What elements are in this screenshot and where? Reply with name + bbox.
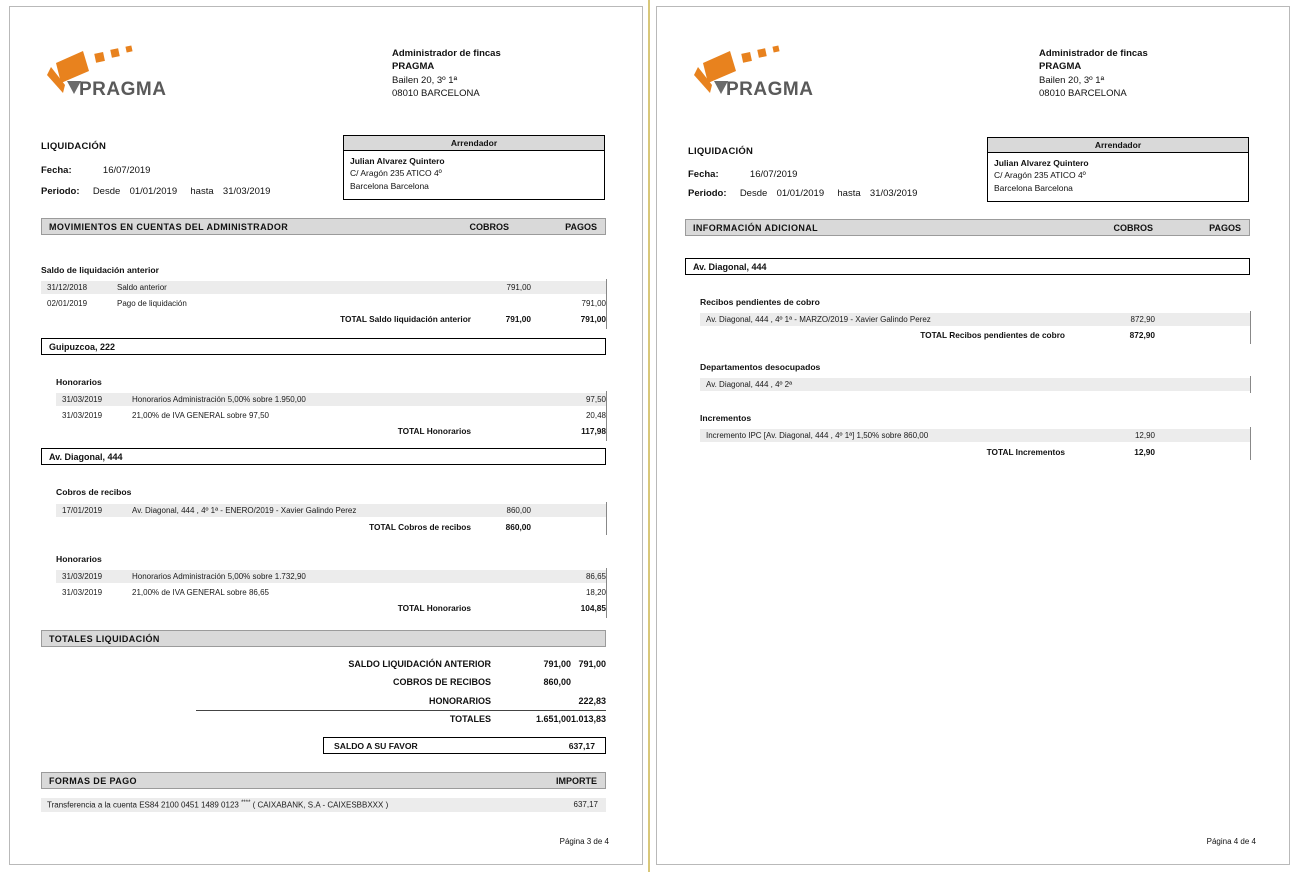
desde-label: Desde	[739, 188, 768, 199]
property-bar-guipuzcoa	[41, 338, 606, 355]
row-cobros: 860,00	[506, 506, 531, 515]
arrendador-name: Julian Alvarez Quintero	[994, 158, 1089, 168]
totals-v2: 1.013,83	[570, 714, 606, 724]
arrendador-body	[344, 151, 604, 199]
saldo-favor-box	[323, 737, 606, 754]
hasta-label: hasta	[190, 186, 214, 197]
saldo-favor-value: 637,17	[568, 741, 595, 751]
property-bar-diagonal	[41, 448, 606, 465]
total-cobros: 12,90	[1134, 447, 1155, 457]
document-page-4	[650, 0, 1299, 872]
col-pagos: PAGOS	[1209, 223, 1241, 233]
company-line-1: Administrador de fincas	[392, 48, 501, 59]
table-row	[41, 281, 606, 294]
property-bar-diagonal	[685, 258, 1250, 275]
group-total-recibos	[700, 329, 1250, 342]
payment-desc-pre: Transferencia a la cuenta ES84 2100 0451 1489 0123	[47, 800, 242, 810]
page-number: Página 3 de 4	[559, 837, 609, 846]
total-pagos: 117,98	[581, 426, 606, 436]
table-row	[700, 313, 1250, 326]
section-title: FORMAS DE PAGO	[49, 776, 137, 786]
table-row	[700, 429, 1250, 442]
totals-label: HONORARIOS	[428, 696, 491, 706]
table-row	[56, 586, 606, 599]
section-title: TOTALES LIQUIDACIÓN	[49, 634, 160, 644]
row-pagos: 791,00	[581, 299, 606, 308]
svg-text:PRAGMA: PRAGMA	[79, 79, 167, 100]
column-rule	[606, 279, 607, 329]
section-band-totales	[41, 630, 606, 647]
table-row	[56, 570, 606, 583]
group-title-honorarios-1: Honorarios	[56, 377, 102, 387]
totals-v2: 222,83	[578, 696, 606, 706]
row-cobros: 791,00	[506, 283, 531, 292]
row-date: 31/03/2019	[62, 411, 103, 420]
saldo-favor-label: SALDO A SU FAVOR	[334, 741, 418, 751]
group-title-departamentos: Departamentos desocupados	[700, 362, 821, 372]
group-title-honorarios-2: Honorarios	[56, 554, 102, 564]
row-date: 31/03/2019	[62, 395, 103, 404]
arrendador-box	[343, 135, 605, 200]
column-rule	[1250, 427, 1251, 460]
group-total-honorarios-2	[56, 602, 606, 615]
totals-label: TOTALES	[449, 714, 491, 724]
property-name: Guipuzcoa, 222	[49, 342, 116, 352]
group-title-saldo: Saldo de liquidación anterior	[41, 265, 159, 275]
row-date: 31/03/2019	[62, 572, 103, 581]
table-row	[41, 297, 606, 310]
fecha-row	[688, 169, 797, 180]
company-address	[392, 47, 622, 101]
arrendador-address: C/ Aragón 235 ATICO 4º	[350, 168, 442, 179]
payment-value: 637,17	[573, 800, 598, 809]
arrendador-city: Barcelona Barcelona	[350, 180, 429, 191]
totals-label: SALDO LIQUIDACIÓN ANTERIOR	[348, 659, 491, 669]
row-desc: 21,00% de IVA GENERAL sobre 86,65	[132, 588, 269, 597]
totals-v1: 791,00	[543, 659, 571, 669]
group-total-honorarios-1	[56, 425, 606, 438]
group-title-cobros: Cobros de recibos	[56, 487, 132, 497]
row-desc: Av. Diagonal, 444 , 4º 1ª - MARZO/2019 - Xavier Galindo Perez	[706, 315, 931, 324]
row-pagos: 20,48	[585, 411, 606, 420]
total-cobros: 860,00	[505, 522, 531, 532]
total-pagos: 791,00	[580, 314, 606, 324]
periodo-label: Periodo:	[688, 188, 727, 199]
total-pagos: 104,85	[580, 603, 606, 613]
totals-row-grand	[41, 714, 606, 728]
totals-row	[41, 696, 606, 710]
col-pagos: PAGOS	[565, 222, 597, 232]
table-row	[700, 378, 1250, 391]
row-date: 02/01/2019	[47, 299, 88, 308]
fecha-label: Fecha:	[688, 169, 719, 180]
row-cobros: 12,90	[1134, 431, 1155, 440]
hasta-value: 31/03/2019	[869, 188, 918, 199]
property-name: Av. Diagonal, 444	[49, 452, 123, 462]
row-desc: Av. Diagonal, 444 , 4º 1ª - ENERO/2019 - Xavier Galindo Perez	[132, 506, 357, 515]
row-desc: Pago de liquidación	[117, 299, 187, 308]
company-line-1: Administrador de fincas	[1039, 48, 1148, 59]
periodo-row	[688, 188, 917, 199]
total-label: TOTAL Honorarios	[397, 603, 471, 613]
total-label: TOTAL Saldo liquidación anterior	[340, 314, 471, 324]
company-line-3: Bailen 20, 3º 1ª	[392, 74, 458, 86]
section-title: INFORMACIÓN ADICIONAL	[693, 223, 819, 233]
group-total-incrementos	[700, 446, 1250, 459]
section-band-movimientos	[41, 218, 606, 235]
row-desc: Honorarios Administración 5,00% sobre 1.732,90	[132, 572, 306, 581]
totals-row	[41, 659, 606, 673]
column-rule	[606, 391, 607, 441]
page-sheet	[9, 6, 643, 865]
property-name: Av. Diagonal, 444	[693, 262, 767, 272]
totals-v2: 791,00	[578, 659, 606, 669]
arrendador-header: Arrendador	[988, 138, 1248, 153]
desde-value: 01/01/2019	[776, 188, 825, 199]
arrendador-box	[987, 137, 1249, 202]
section-band-formas-pago	[41, 772, 606, 789]
company-line-3: Bailen 20, 3º 1ª	[1039, 74, 1105, 86]
row-cobros: 872,90	[1130, 315, 1155, 324]
fecha-row	[41, 165, 150, 176]
page-sheet	[656, 6, 1290, 865]
company-line-4: 08010 BARCELONA	[1039, 88, 1127, 100]
total-cobros: 872,90	[1129, 330, 1155, 340]
arrendador-name: Julian Alvarez Quintero	[350, 156, 445, 166]
row-pagos: 86,65	[585, 572, 606, 581]
desde-label: Desde	[92, 186, 121, 197]
row-pagos: 97,50	[585, 395, 606, 404]
fecha-label: Fecha:	[41, 165, 72, 176]
col-cobros: COBROS	[1113, 223, 1153, 233]
row-desc: Honorarios Administración 5,00% sobre 1.950,00	[132, 395, 306, 404]
payment-row	[41, 798, 606, 812]
periodo-row	[41, 186, 270, 197]
hasta-label: hasta	[837, 188, 861, 199]
col-cobros: COBROS	[469, 222, 509, 232]
table-row	[56, 393, 606, 406]
total-label: TOTAL Honorarios	[397, 426, 471, 436]
payment-desc-sup: ****	[241, 800, 251, 806]
payment-desc	[47, 800, 388, 810]
totals-v1: 1.651,00	[535, 714, 571, 724]
total-label: TOTAL Incrementos	[986, 447, 1065, 457]
company-line-2: PRAGMA	[392, 61, 435, 73]
svg-text:PRAGMA: PRAGMA	[726, 79, 814, 100]
group-total-cobros	[56, 521, 606, 534]
group-title-recibos: Recibos pendientes de cobro	[700, 297, 820, 307]
group-title-incrementos: Incrementos	[700, 413, 752, 423]
total-cobros: 791,00	[505, 314, 531, 324]
arrendador-header: Arrendador	[344, 136, 604, 151]
row-pagos: 18,20	[585, 588, 606, 597]
column-rule	[606, 502, 607, 535]
row-date: 17/01/2019	[62, 506, 103, 515]
desde-value: 01/01/2019	[129, 186, 178, 197]
company-address	[1039, 47, 1269, 101]
company-line-4: 08010 BARCELONA	[392, 88, 480, 100]
column-rule	[1250, 376, 1251, 393]
fecha-value: 16/07/2019	[102, 165, 151, 176]
section-band-info-adicional	[685, 219, 1250, 236]
table-row	[56, 504, 606, 517]
liquidacion-title: LIQUIDACIÓN	[688, 146, 754, 157]
totals-divider	[196, 710, 606, 711]
pragma-logo	[690, 45, 830, 103]
periodo-label: Periodo:	[41, 186, 80, 197]
arrendador-body	[988, 153, 1248, 201]
total-label: TOTAL Recibos pendientes de cobro	[920, 330, 1065, 340]
column-rule	[606, 568, 607, 618]
row-desc: 21,00% de IVA GENERAL sobre 97,50	[132, 411, 269, 420]
totals-label: COBROS DE RECIBOS	[392, 677, 491, 687]
pragma-logo	[43, 45, 183, 103]
totals-row	[41, 677, 606, 691]
row-desc: Av. Diagonal, 444 , 4º 2ª	[706, 380, 793, 389]
table-row	[56, 409, 606, 422]
liquidacion-title: LIQUIDACIÓN	[41, 141, 107, 152]
fecha-value: 16/07/2019	[749, 169, 798, 180]
arrendador-city: Barcelona Barcelona	[994, 182, 1073, 193]
group-total-saldo	[41, 313, 606, 326]
col-importe: IMPORTE	[555, 776, 597, 786]
row-date: 31/12/2018	[47, 283, 88, 292]
row-date: 31/03/2019	[62, 588, 103, 597]
column-rule	[1250, 311, 1251, 344]
company-line-2: PRAGMA	[1039, 61, 1082, 73]
payment-desc-post: ( CAIXABANK, S.A - CAIXESBBXXX )	[250, 800, 389, 810]
arrendador-address: C/ Aragón 235 ATICO 4º	[994, 170, 1086, 181]
row-desc: Saldo anterior	[117, 283, 167, 292]
row-desc: Incremento IPC [Av. Diagonal, 444 , 4º 1ª] 1,50% sobre 860,00	[706, 431, 929, 440]
section-title: MOVIMIENTOS EN CUENTAS DEL ADMINISTRADOR	[49, 222, 289, 232]
page-number: Página 4 de 4	[1206, 837, 1256, 846]
hasta-value: 31/03/2019	[222, 186, 271, 197]
total-label: TOTAL Cobros de recibos	[369, 522, 471, 532]
totals-v1: 860,00	[543, 677, 571, 687]
